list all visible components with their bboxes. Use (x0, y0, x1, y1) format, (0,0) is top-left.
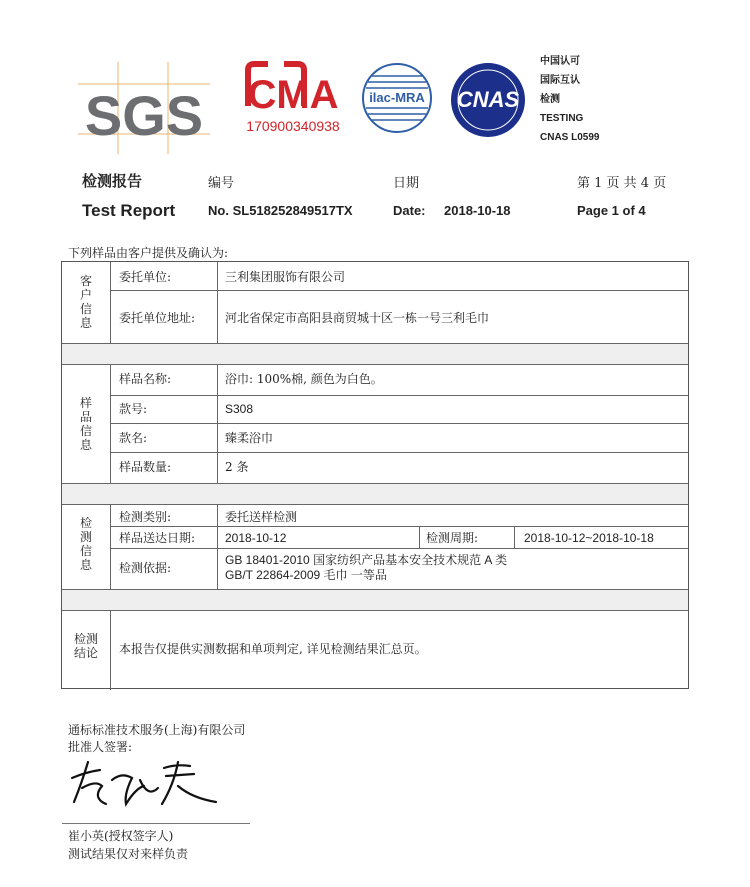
test-type-label: 检测类别: (119, 510, 172, 524)
spacer-row (62, 343, 688, 364)
group-label-client: 客 户 信 息 (79, 274, 92, 330)
title-cn: 检测报告 (82, 172, 143, 190)
report-no-label-en: No. (208, 203, 229, 218)
responsibility-note: 测试结果仅对来样负责 (68, 847, 189, 861)
page-en: Page 1 of 4 (577, 203, 646, 218)
intro-text: 下列样品由客户提供及确认为: (68, 246, 229, 260)
title-en: Test Report (82, 201, 176, 220)
sample-name-value: 浴巾: 100%棉, 颜色为白色。 (225, 372, 383, 386)
address-label: 委托单位地址: (119, 311, 196, 325)
signature-line (62, 823, 250, 824)
sgs-logo-text: SGS (84, 84, 204, 147)
group-label-conclusion: 检测 结论 (73, 632, 98, 660)
accreditation-text (540, 52, 599, 147)
approver-label: 批准人签署: (68, 740, 133, 754)
company-value: 三利集团服饰有限公司 (225, 270, 346, 284)
test-period-value: 2018-10-12~2018-10-18 (524, 531, 654, 545)
cert-line: 中国认可 (540, 56, 580, 67)
company-label: 委托单位: (119, 270, 172, 284)
ilac-text: ilac-MRA (369, 90, 425, 105)
lab-company: 通标标准技术服务(上海)有限公司 (68, 723, 246, 737)
address-value: 河北省保定市高阳县商贸城十区一栋一号三利毛巾 (225, 311, 490, 325)
group-label-sample: 样 品 信 息 (79, 396, 92, 452)
conclusion-text: 本报告仅提供实测数据和单项判定, 详见检测结果汇总页。 (119, 642, 427, 656)
spacer-row (62, 483, 688, 504)
test-period-label: 检测周期: (426, 531, 479, 545)
date-label-en: Date: (393, 203, 426, 218)
test-type-value: 委托送样检测 (225, 510, 298, 524)
signer-name: 崔小英(授权签字人) (68, 829, 174, 843)
page-cn: 第 1 页 共 4 页 (577, 176, 667, 191)
cnas-logo (446, 60, 530, 140)
sgs-logo (78, 62, 210, 154)
date-label-cn: 日期 (393, 176, 420, 191)
cma-logo (238, 58, 348, 140)
report-date: 2018-10-18 (444, 203, 511, 218)
cert-line: 检测 (540, 94, 560, 105)
quantity-value: 2 条 (225, 460, 249, 474)
test-basis-line-2: GB/T 22864-2009 毛巾 一等品 (225, 568, 387, 582)
style-no-label: 款号: (119, 402, 148, 416)
cma-number: 170900340938 (246, 118, 340, 134)
group-label-test: 检 测 信 息 (79, 516, 92, 572)
report-no-label-cn: 编号 (208, 176, 235, 191)
delivery-date-value: 2018-10-12 (225, 531, 287, 545)
test-basis-label: 检测依据: (119, 561, 172, 575)
style-no-value: S308 (225, 402, 254, 416)
report-table (61, 261, 689, 689)
ilac-mra-logo (360, 58, 435, 138)
report-number: SL518252849517TX (232, 203, 353, 218)
cma-logo-text: CMA (247, 73, 339, 117)
style-name-label: 款名: (119, 431, 148, 445)
cnas-text: CNAS (456, 87, 520, 112)
test-basis-line-1: GB 18401-2010 国家纺织产品基本安全技术规范 A 类 (225, 553, 508, 567)
cert-line: TESTING (540, 113, 584, 124)
spacer-row (62, 589, 688, 610)
delivery-date-label: 样品送达日期: (119, 531, 196, 545)
sample-name-label: 样品名称: (119, 372, 172, 386)
cert-line: CNAS L0599 (540, 132, 600, 143)
quantity-label: 样品数量: (119, 460, 172, 474)
signature (66, 758, 226, 818)
style-name-value: 臻柔浴巾 (225, 431, 274, 445)
cert-line: 国际互认 (540, 75, 580, 86)
